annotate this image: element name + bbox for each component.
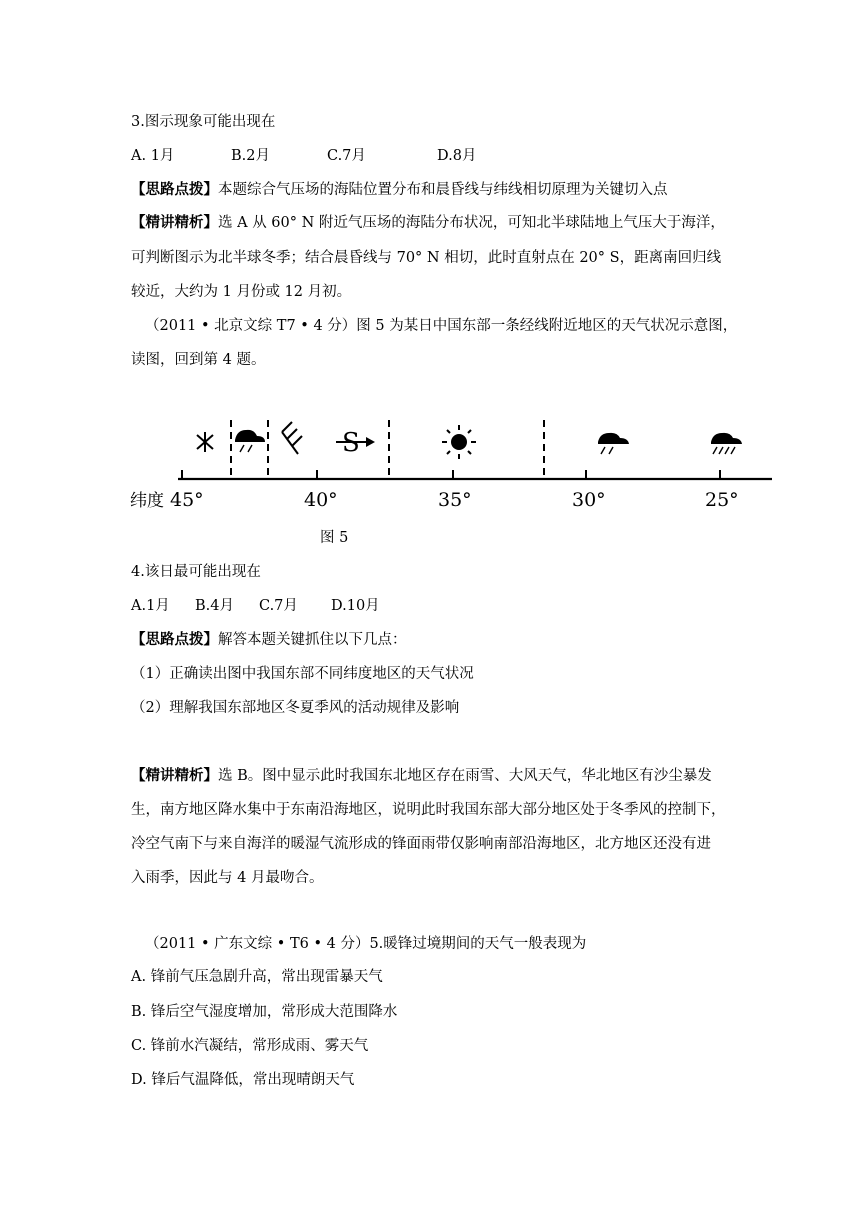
q4-intro-line-1: （2011 • 北京文综 T7 • 4 分）图 5 为某日中国东部一条经线附近地区的天气状况示意图， xyxy=(145,318,738,334)
q5-option-d: D. 锋后气温降低，常出现晴朗天气 xyxy=(131,1072,355,1088)
q3-analysis-text-1: 选 A 从 60° N 附近气压场的海陆分布状况，可知北半球陆地上气压大于海洋， xyxy=(218,215,725,231)
snow-icon xyxy=(197,432,213,452)
q3-hint xyxy=(131,180,668,200)
svg-text:S: S xyxy=(342,428,360,458)
q3-option-c: C.7月 xyxy=(327,148,366,164)
q5-stem: （2011 • 广东文综 • T6 • 4 分）5.暖锋过境期间的天气一般表现为 xyxy=(145,936,587,952)
q4-analysis-line-3: 冷空气南下与来自海洋的暖湿气流形成的锋面雨带仅影响南部沿海地区，北方地区还没有进 xyxy=(131,836,711,852)
light-rain-cloud-icon xyxy=(598,433,629,454)
tick-label-30: 30° xyxy=(572,489,606,511)
rain-snow-cloud-icon xyxy=(235,430,265,452)
tick-label-45: 45° xyxy=(170,489,204,511)
q3-analysis-line-2: 可判断图示为北半球冬季；结合晨昏线与 70° N 相切，此时直射点在 20° S，距离南回归线 xyxy=(131,250,722,266)
wind-icon xyxy=(282,422,302,454)
axis-label: 纬度 xyxy=(130,491,164,511)
q3-option-a: A. 1月 xyxy=(131,148,175,164)
q3-option-d: D.8月 xyxy=(437,148,477,164)
tick-label-25: 25° xyxy=(705,489,739,511)
q3-stem: 3.图示现象可能出现在 xyxy=(131,114,276,130)
q4-analysis-line-1 xyxy=(131,766,712,786)
region-dividers xyxy=(231,420,544,478)
q4-analysis-line-2: 生，南方地区降水集中于东南沿海地区，说明此时我国东部大部分地区处于冬季风的控制下， xyxy=(131,802,726,818)
q4-option-b: B.4月 xyxy=(195,598,234,614)
q4-analysis-tag: 【精讲精析】 xyxy=(131,767,218,784)
q5-option-b: B. 锋后空气湿度增加，常形成大范围降水 xyxy=(131,1004,398,1020)
q4-stem: 4.该日最可能出现在 xyxy=(131,564,261,580)
q4-point-1: （1）正确读出图中我国东部不同纬度地区的天气状况 xyxy=(131,666,474,682)
sun-icon xyxy=(442,425,476,459)
q3-hint-tag: 【思路点拨】 xyxy=(131,181,218,198)
q4-analysis-line-4: 入雨季，因此与 4 月最吻合。 xyxy=(131,870,324,886)
tick-label-40: 40° xyxy=(304,489,338,511)
q4-option-a: A.1月 xyxy=(131,598,170,614)
q5-option-c: C. 锋前水汽凝结，常形成雨、雾天气 xyxy=(131,1038,369,1054)
tick-label-35: 35° xyxy=(438,489,472,511)
q3-analysis-line-1 xyxy=(131,213,725,233)
q4-hint xyxy=(131,630,407,650)
q3-options xyxy=(131,146,476,166)
q4-options xyxy=(131,596,380,616)
q4-hint-tag: 【思路点拨】 xyxy=(131,631,218,648)
q4-intro-line-2: 读图，回到第 4 题。 xyxy=(131,352,266,368)
q3-option-b: B.2月 xyxy=(231,148,270,164)
q3-analysis-tag: 【精讲精析】 xyxy=(131,214,218,231)
moderate-rain-cloud-icon xyxy=(711,433,742,454)
figure-caption: 图 5 xyxy=(320,530,349,546)
q4-option-d: D.10月 xyxy=(331,598,380,614)
weather-figure xyxy=(120,400,780,520)
dust-storm-icon xyxy=(336,428,375,458)
q3-analysis-line-3: 较近，大约为 1 月份或 12 月初。 xyxy=(131,284,352,300)
q3-hint-text: 本题综合气压场的海陆位置分布和晨昏线与纬线相切原理为关键切入点 xyxy=(218,182,668,198)
q4-option-c: C.7月 xyxy=(259,598,298,614)
q4-analysis-text-1: 选 B。图中显示此时我国东北地区存在雨雪、大风天气，华北地区有沙尘暴发 xyxy=(218,768,712,784)
q5-option-a: A. 锋前气压急剧升高，常出现雷暴天气 xyxy=(131,969,383,985)
q4-hint-text: 解答本题关键抓住以下几点： xyxy=(218,632,407,648)
q4-point-2: （2）理解我国东部地区冬夏季风的活动规律及影响 xyxy=(131,700,460,716)
